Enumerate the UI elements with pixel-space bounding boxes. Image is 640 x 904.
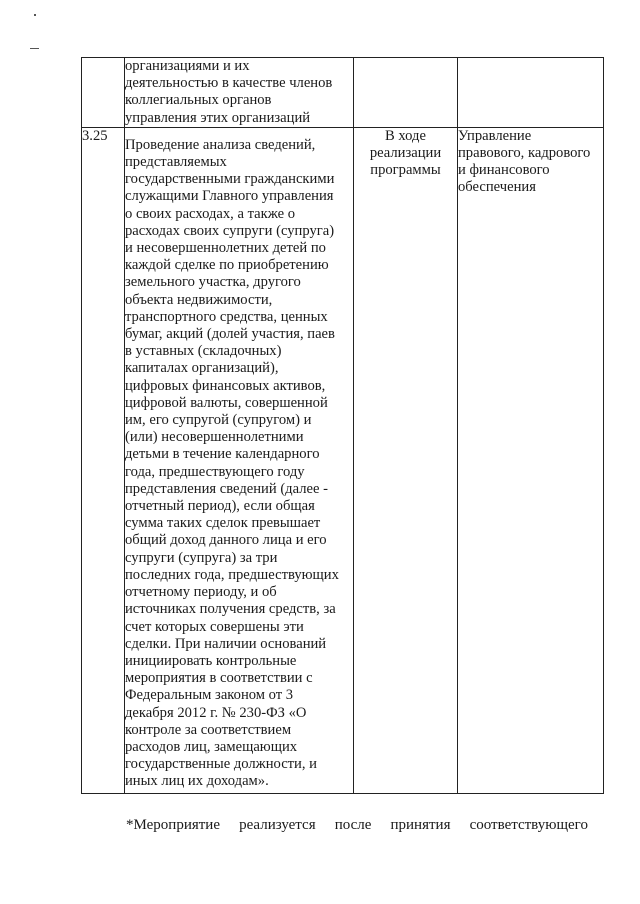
scan-mark <box>34 14 36 16</box>
text-line: Федеральным законом от 3 <box>125 687 294 704</box>
term-line: программы <box>370 162 441 179</box>
footnote-word: принятия <box>390 817 451 833</box>
text-line: каждой сделке по приобретению <box>125 257 329 274</box>
text-line: управления этих организаций <box>125 109 311 126</box>
text-line: (или) несовершеннолетними <box>125 429 304 446</box>
text-line: объекта недвижимости, <box>125 291 273 308</box>
text-line: бумаг, акций (долей участия, паев <box>125 326 335 343</box>
text-line: счет которых совершены эти <box>125 618 304 635</box>
text-line: земельного участка, другого <box>125 274 301 291</box>
text-line: деятельностью в качестве членов <box>125 75 333 92</box>
text-line: государственные должности, и <box>125 756 317 773</box>
text-line: в уставных (складочных) <box>125 343 282 360</box>
text-line: расходов лиц, замещающих <box>125 738 298 755</box>
text-line: сумма таких сделок превышает <box>125 515 321 532</box>
cell-responsible <box>458 58 604 128</box>
cell-number <box>82 58 125 128</box>
text-line: сделки. При наличии оснований <box>125 635 327 652</box>
text-line: детьми в течение календарного <box>125 446 320 463</box>
scan-mark <box>30 48 39 49</box>
cell-responsible <box>458 127 604 793</box>
text-line: им, его супругой (супругом) и <box>125 412 312 429</box>
table-row-3-25 <box>82 127 604 793</box>
responsible-line: Управление <box>458 127 532 144</box>
text-line: и несовершеннолетних детей по <box>125 240 326 257</box>
text-line: Проведение анализа сведений, <box>125 136 316 153</box>
text-line: иных лиц их доходам». <box>125 773 269 790</box>
text-line: отчетному периоду, и об <box>125 584 277 601</box>
text-line: супруги (супруга) за три <box>125 549 278 566</box>
footnote-word: соответствующего <box>469 817 588 833</box>
text-line: инициировать контрольные <box>125 652 297 669</box>
text-line: служащими Главного управления <box>125 188 334 205</box>
text-line: транспортного средства, ценных <box>125 308 328 325</box>
footnote-word: реализуется <box>239 817 316 833</box>
text-line: государственными гражданскими <box>125 171 335 188</box>
table-row-continued <box>82 58 604 128</box>
text-line: общий доход данного лица и его <box>125 532 327 549</box>
term-line: В ходе <box>385 127 426 144</box>
text-line: мероприятия в соответствии с <box>125 670 313 687</box>
responsible-line: правового, кадрового <box>458 145 591 162</box>
text-line: организациями и их <box>125 58 250 74</box>
term-line: реализации <box>369 145 442 162</box>
cell-term <box>354 58 458 128</box>
text-line: капиталах организаций), <box>125 360 279 377</box>
text-line: представляемых <box>125 154 227 171</box>
text-line: отчетный период), если общая <box>125 498 315 515</box>
footnote <box>126 816 588 834</box>
plan-table <box>81 57 604 794</box>
text-line: о своих расходах, а также о <box>125 205 296 222</box>
text-line: декабря 2012 г. № 230-ФЗ «О <box>125 704 307 721</box>
text-line: года, предшествующего году <box>125 463 305 480</box>
text-line: коллегиальных органов <box>125 92 272 109</box>
text-line: представления сведений (далее - <box>125 480 328 497</box>
text-line: цифровой валюты, совершенной <box>125 394 328 411</box>
cell-number: 3.25 <box>82 127 125 793</box>
footnote-word: после <box>334 817 372 833</box>
text-line: расходах своих супруги (супруга) <box>125 222 335 239</box>
text-line: источниках получения средств, за <box>125 601 336 618</box>
cell-term <box>354 127 458 793</box>
text-line: последних года, предшествующих <box>125 566 339 583</box>
footnote-word: *Мероприятие <box>126 817 220 833</box>
responsible-line: и финансового <box>458 162 550 179</box>
text-line: контроле за соответствием <box>125 721 292 738</box>
cell-measure-text <box>125 58 354 128</box>
responsible-line: обеспечения <box>458 179 536 196</box>
text-line: цифровых финансовых активов, <box>125 377 326 394</box>
cell-measure-text <box>125 127 354 793</box>
